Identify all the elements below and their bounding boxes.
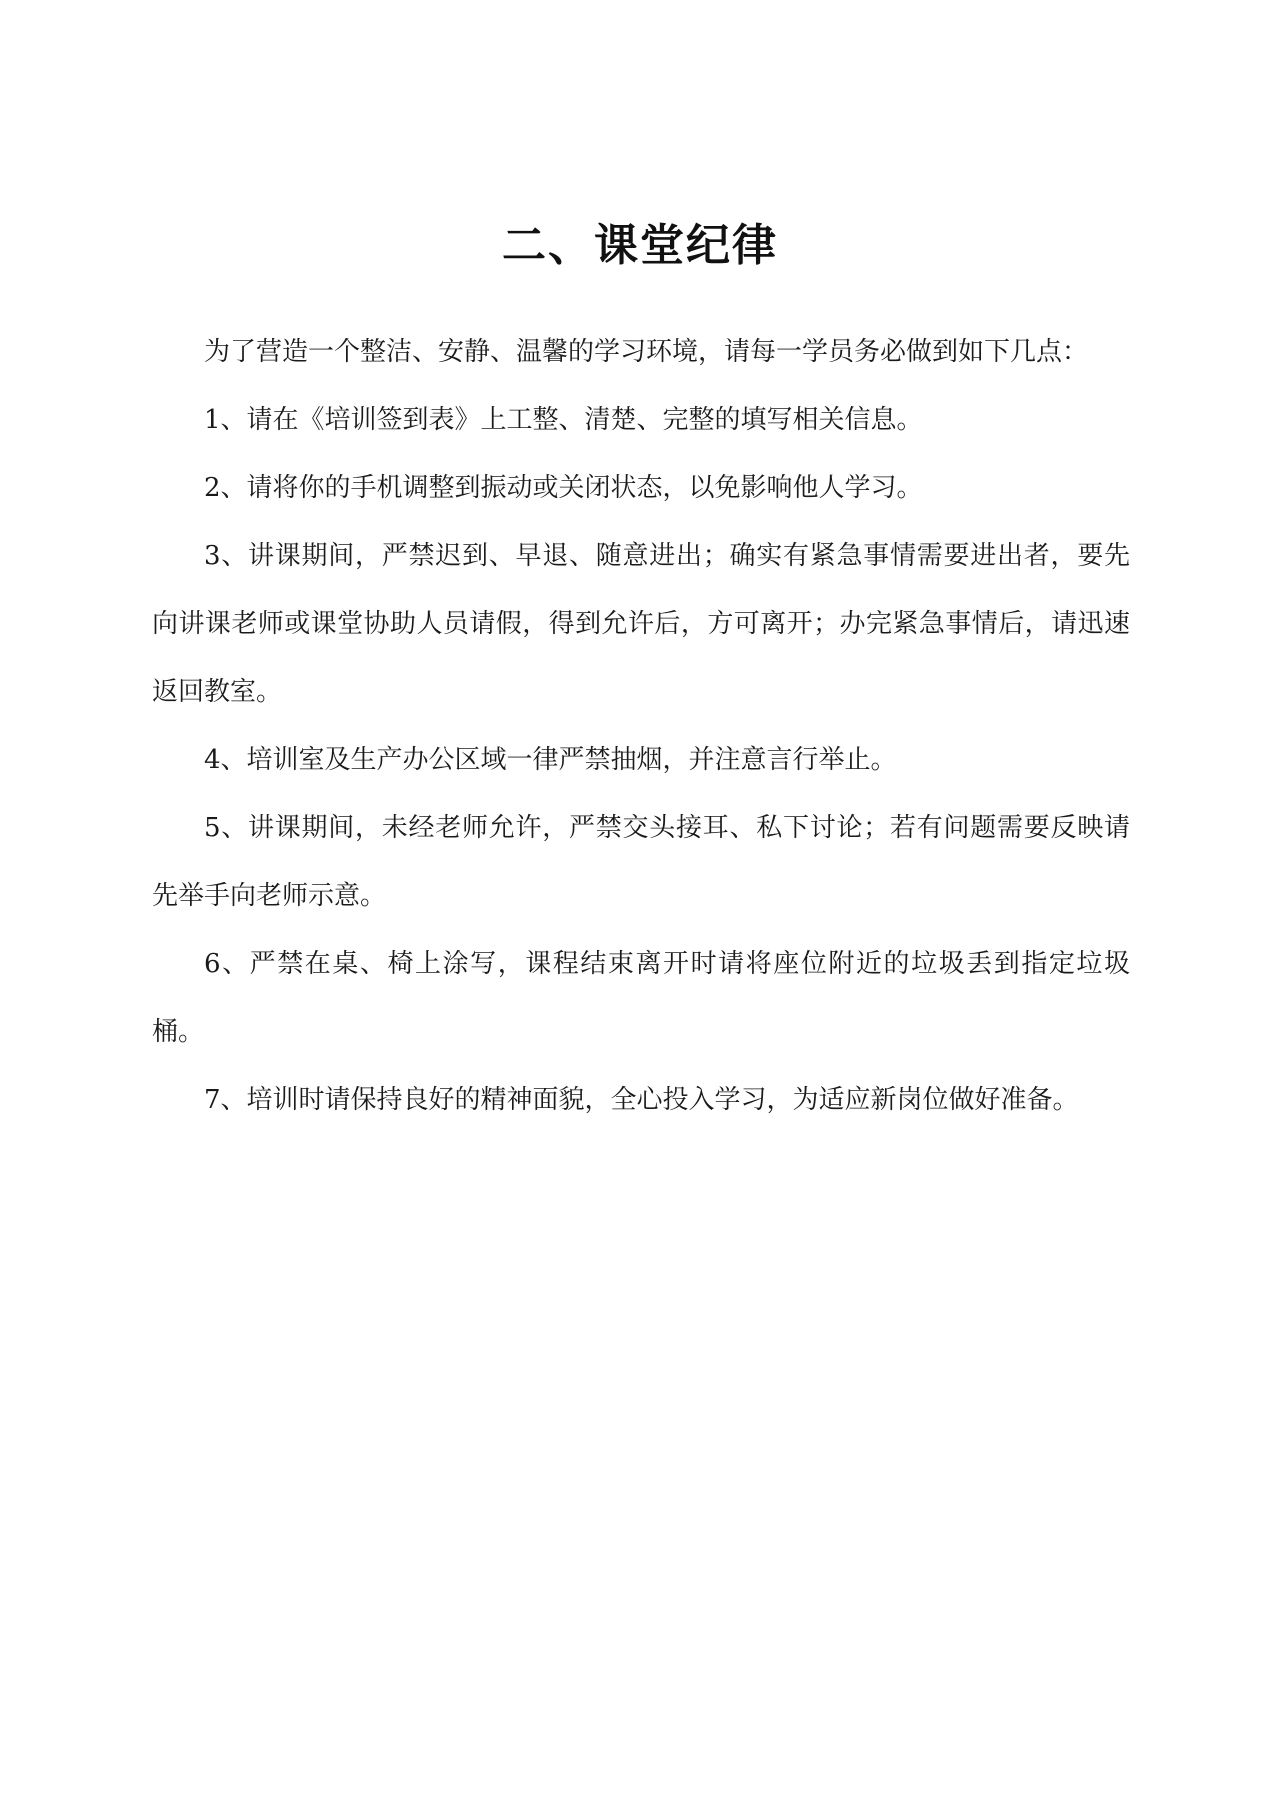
rule-item-4: 4、培训室及生产办公区域一律严禁抽烟，并注意言行举止。 <box>204 745 897 775</box>
rule-item-5: 5、讲课期间，未经老师允许，严禁交头接耳、私下讨论；若有问题需要反映请先举手向老师示意。 <box>152 813 1130 911</box>
document-body <box>152 318 1130 1134</box>
rule-item-6: 6、严禁在桌、椅上涂写，课程结束离开时请将座位附近的垃圾丢到指定垃圾桶。 <box>152 949 1130 1047</box>
rule-item-1: 1、请在《培训签到表》上工整、清楚、完整的填写相关信息。 <box>204 405 923 435</box>
rule-item-7: 7、培训时请保持良好的精神面貌，全心投入学习，为适应新岗位做好准备。 <box>204 1085 1079 1115</box>
rule-item-2: 2、请将你的手机调整到振动或关闭状态，以免影响他人学习。 <box>204 473 923 503</box>
intro-paragraph: 为了营造一个整洁、安静、温馨的学习环境，请每一学员务必做到如下几点： <box>204 337 1089 367</box>
page-title: 二、课堂纪律 <box>502 220 778 271</box>
rule-item-3: 3、讲课期间，严禁迟到、早退、随意进出；确实有紧急事情需要进出者，要先向讲课老师或课堂协助人员请假，得到允许后，方可离开；办完紧急事情后，请迅速返回教室。 <box>152 541 1130 707</box>
